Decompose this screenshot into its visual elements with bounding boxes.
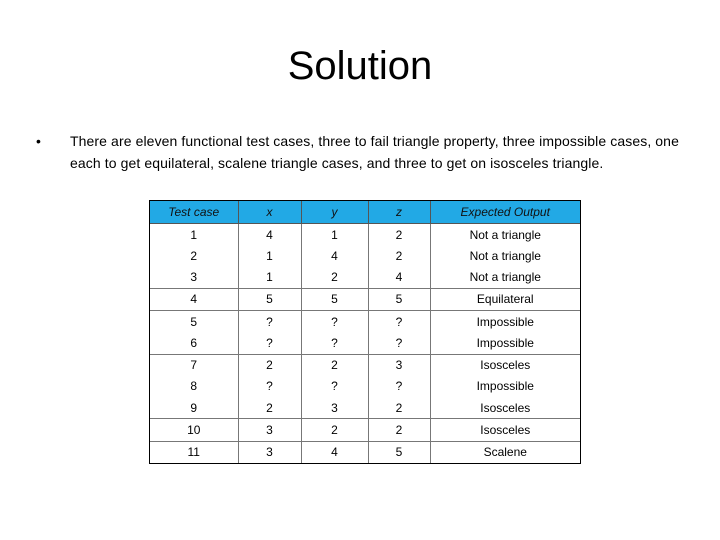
table-row — [150, 441, 580, 463]
table-row — [150, 332, 580, 354]
table-row — [150, 245, 580, 266]
cell-x: ? — [238, 332, 301, 354]
table-row — [150, 397, 580, 419]
test-case-table — [149, 200, 581, 464]
table-row — [150, 419, 580, 441]
cell-y: 2 — [301, 354, 368, 376]
cell-y: 3 — [301, 397, 368, 419]
cell-z: ? — [368, 332, 430, 354]
cell-x: 4 — [238, 224, 301, 246]
cell-y: 2 — [301, 419, 368, 441]
cell-expected-output: Not a triangle — [469, 227, 541, 242]
cell-x: 3 — [238, 441, 301, 463]
cell-x: 1 — [238, 245, 301, 266]
cell-z: ? — [368, 376, 430, 397]
cell-expected-output: Isosceles — [430, 419, 580, 441]
cell-x: 5 — [238, 288, 301, 310]
cell-x: 3 — [238, 419, 301, 441]
column-header-y: y — [301, 201, 368, 224]
cell-expected-output: Impossible — [476, 379, 534, 394]
cell-test-case: 8 — [150, 376, 238, 397]
bullet-text: There are eleven functional test cases, three to fail triangle property, three impossible cases, one each to get equilateral, scalene triangle cases, and three to get on isosceles triangle. — [70, 133, 679, 171]
cell-z: 4 — [368, 267, 430, 289]
cell-y: ? — [301, 332, 368, 354]
table-header-row — [150, 201, 580, 224]
cell-y: 2 — [301, 267, 368, 289]
cell-test-case: 10 — [150, 419, 238, 441]
cell-x: 1 — [238, 267, 301, 289]
cell-z: 2 — [368, 224, 430, 246]
table-row — [150, 311, 580, 333]
column-header-z: z — [368, 201, 430, 224]
cell-x: ? — [238, 376, 301, 397]
table-row — [150, 376, 580, 397]
slide-title: Solution — [287, 44, 433, 88]
column-header-expected-output: Expected Output — [430, 201, 580, 224]
cell-y: ? — [301, 311, 368, 333]
cell-x: ? — [238, 311, 301, 333]
cell-z: ? — [368, 311, 430, 333]
cell-expected-output: Isosceles — [430, 397, 580, 419]
cell-z: 2 — [368, 419, 430, 441]
cell-expected-output: Isosceles — [480, 358, 531, 373]
table-row — [150, 354, 580, 376]
cell-expected-output: Impossible — [430, 332, 580, 354]
cell-expected-output: Not a triangle — [430, 267, 580, 289]
cell-y: 5 — [301, 288, 368, 310]
cell-z: 3 — [368, 354, 430, 376]
table-row — [150, 288, 580, 310]
cell-test-case: 9 — [150, 397, 238, 419]
cell-test-case: 5 — [150, 311, 238, 333]
column-header-x: x — [238, 201, 301, 224]
cell-z: 5 — [368, 288, 430, 310]
cell-x: 2 — [238, 397, 301, 419]
cell-expected-output: Not a triangle — [469, 248, 541, 263]
cell-test-case: 4 — [150, 288, 238, 310]
cell-test-case: 7 — [150, 354, 238, 376]
table-row — [150, 224, 580, 246]
cell-test-case: 6 — [150, 332, 238, 354]
table-row — [150, 267, 580, 289]
bullet-icon: • — [36, 133, 41, 149]
cell-y: 4 — [301, 441, 368, 463]
cell-expected-output: Scalene — [483, 445, 527, 460]
cell-test-case: 2 — [150, 245, 238, 266]
cell-expected-output: Equilateral — [430, 288, 580, 310]
cell-test-case: 3 — [150, 267, 238, 289]
cell-z: 2 — [368, 397, 430, 419]
cell-y: 1 — [301, 224, 368, 246]
test-case-grid — [150, 201, 580, 463]
cell-x: 2 — [238, 354, 301, 376]
cell-expected-output: Impossible — [476, 314, 534, 329]
cell-z: 5 — [368, 441, 430, 463]
cell-y: ? — [301, 376, 368, 397]
cell-z: 2 — [368, 245, 430, 266]
cell-test-case: 11 — [150, 441, 238, 463]
cell-y: 4 — [301, 245, 368, 266]
cell-test-case: 1 — [150, 224, 238, 246]
column-header-test-case: Test case — [150, 201, 238, 224]
